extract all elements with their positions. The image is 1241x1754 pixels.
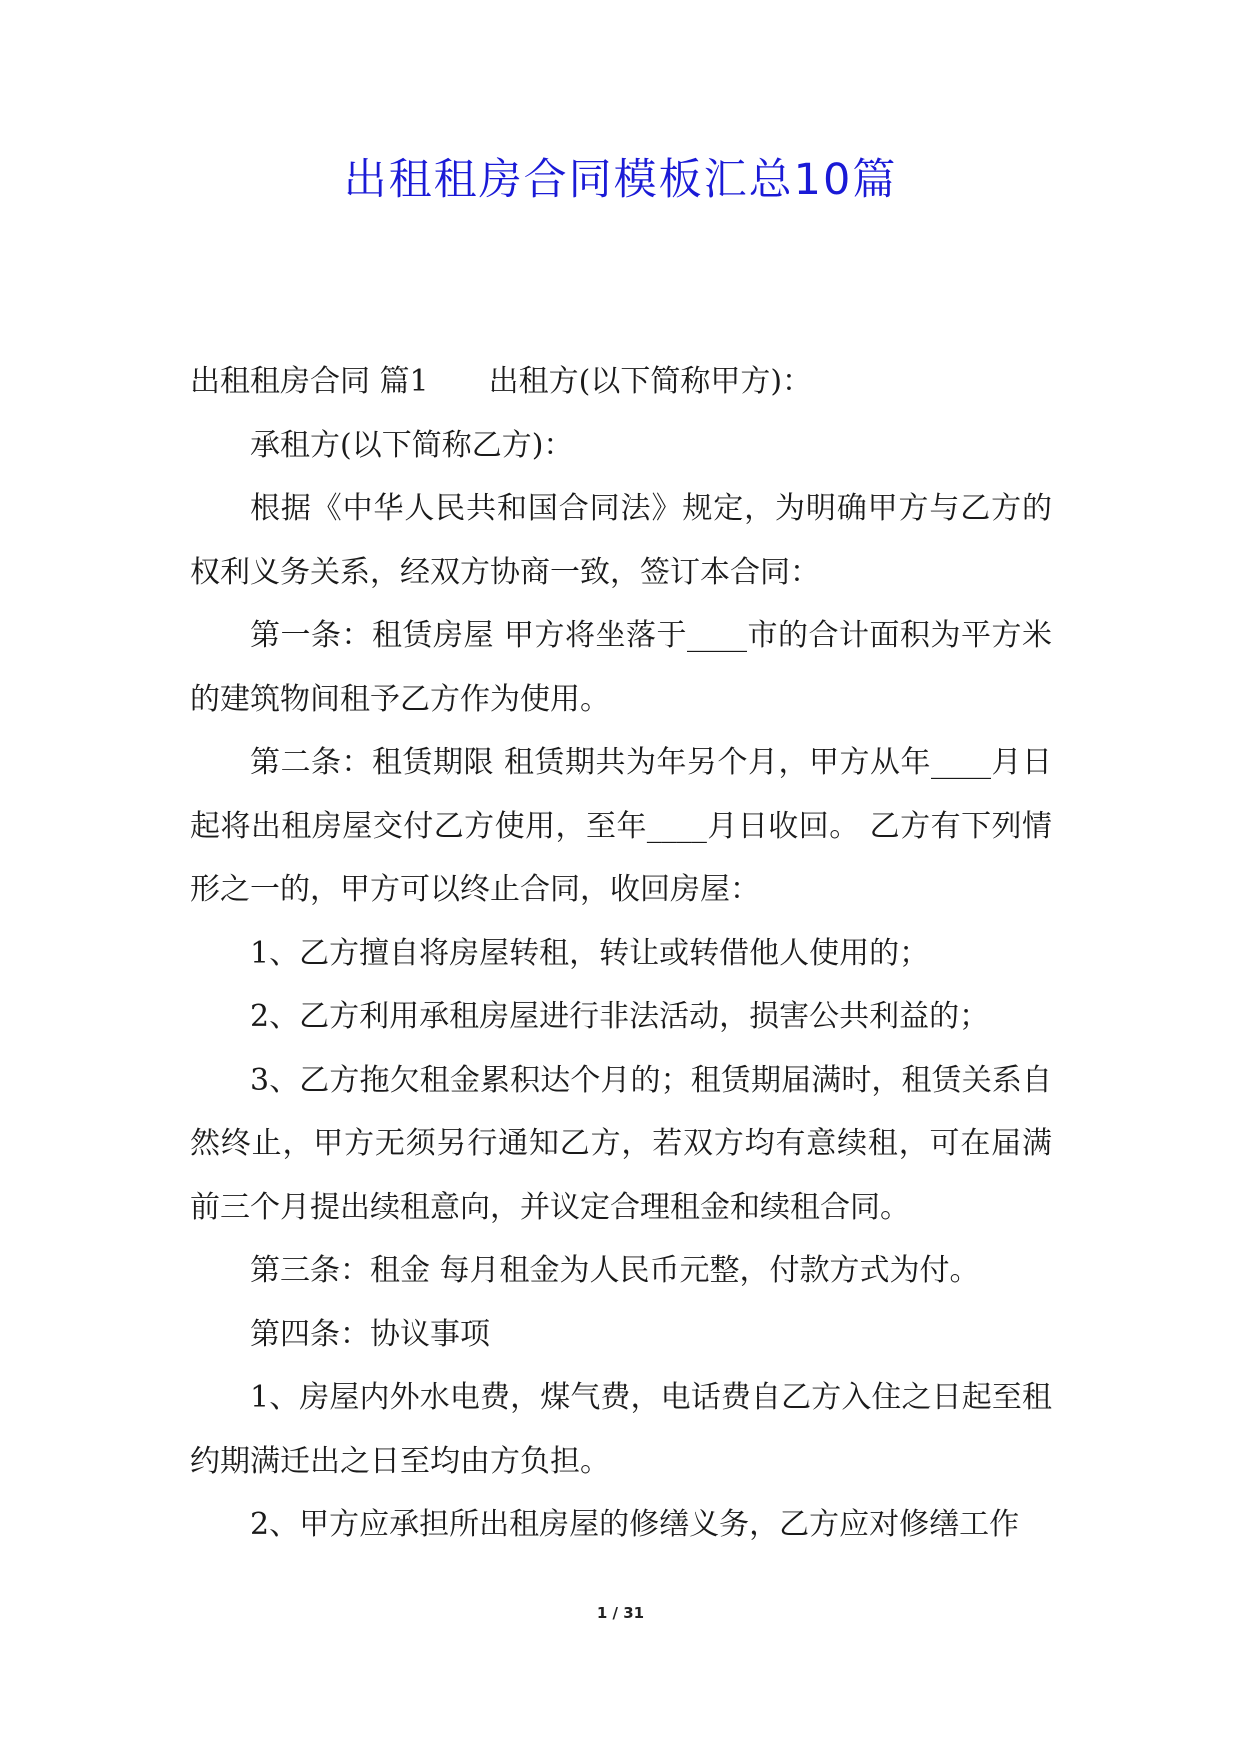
paragraph-item-2: 2、乙方利用承租房屋进行非法活动，损害公共利益的； bbox=[250, 999, 990, 1034]
document-title: 出租租房合同模板汇总10篇 bbox=[343, 155, 898, 205]
paragraph-article-3: 第三条：租金 每月租金为人民币元整，付款方式为付。 bbox=[250, 1253, 980, 1288]
paragraph-agreement-2: 2、甲方应承担所出租房屋的修缮义务，乙方应对修缮工作 bbox=[250, 1507, 1020, 1542]
paragraph-item-1: 1、乙方擅自将房屋转租，转让或转借他人使用的； bbox=[250, 935, 930, 971]
section-heading-label: 出租租房合同 篇1 bbox=[190, 364, 429, 399]
paragraph-article-1: 第一条：租赁房屋 甲方将坐落于____市的合计面积为平方米的建筑物间租予乙方作为使用。 bbox=[190, 618, 1052, 717]
paragraph-lessee: 承租方(以下简称乙方)： bbox=[250, 427, 574, 463]
paragraph-lessor: 出租方(以下简称甲方)： bbox=[488, 364, 813, 399]
paragraph-article-4: 第四条：协议事项 bbox=[250, 1316, 490, 1352]
paragraph-heading bbox=[190, 350, 1052, 414]
page-number: 1 / 31 bbox=[596, 1604, 645, 1622]
paragraph-article-2: 第二条：租赁期限 租赁期共为年另个月，甲方从年____月日起将出租房屋交付乙方使用，至年____月日收回。 乙方有下列情形之一的，甲方可以终止合同，收回房屋： bbox=[190, 745, 1052, 907]
paragraph-basis: 根据《中华人民共和国合同法》规定，为明确甲方与乙方的权利义务关系，经双方协商一致，签订本合同： bbox=[190, 491, 1052, 590]
paragraph-agreement-1: 1、房屋内外水电费，煤气费，电话费自乙方入住之日起至租约期满迁出之日至均由方负担。 bbox=[190, 1380, 1052, 1479]
document-body bbox=[190, 350, 1052, 1557]
paragraph-item-3: 3、乙方拖欠租金累积达个月的；租赁期届满时，租赁关系自然终止，甲方无须另行通知乙方，若双方均有意续租，可在届满前三个月提出续租意向，并议定合理租金和续租合同。 bbox=[190, 1062, 1052, 1225]
